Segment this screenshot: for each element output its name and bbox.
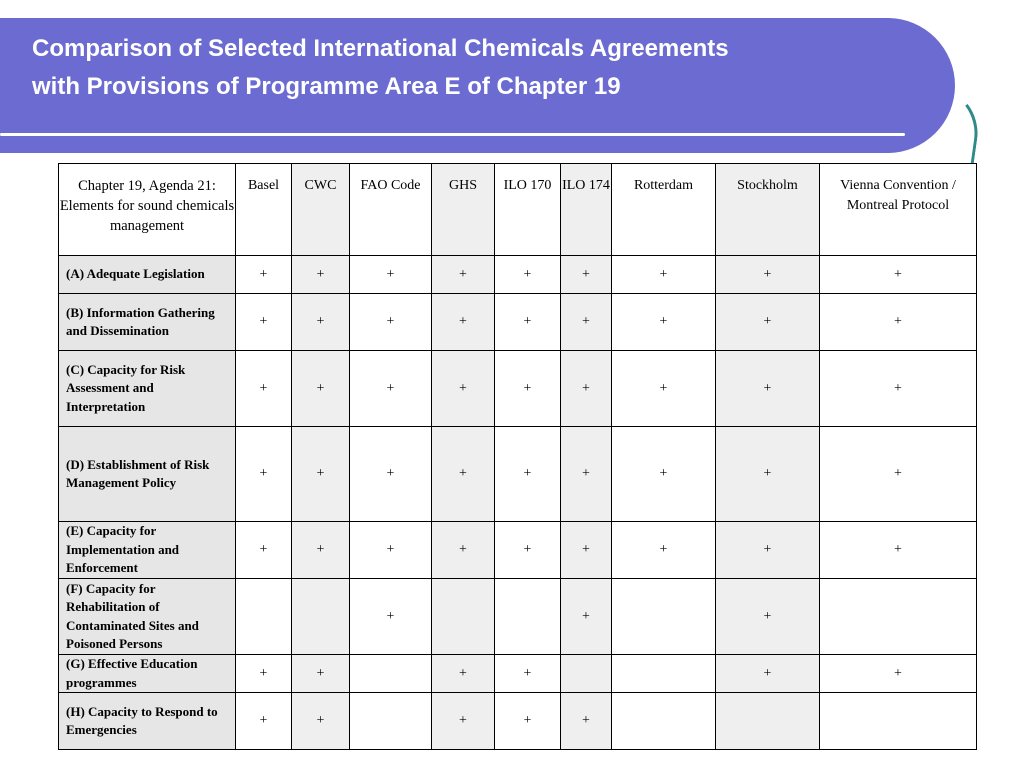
table-cell: +	[292, 351, 350, 427]
table-cell: +	[495, 693, 561, 750]
table-cell: +	[612, 427, 716, 522]
row-label: (A) Adequate Legislation	[59, 256, 236, 294]
table-cell: +	[820, 427, 977, 522]
table-cell: +	[716, 256, 820, 294]
title-underline	[0, 133, 905, 136]
column-header: ILO 174	[561, 164, 612, 256]
table-cell	[820, 693, 977, 750]
column-header: ILO 170	[495, 164, 561, 256]
column-header: FAO Code	[350, 164, 432, 256]
table-cell: +	[292, 256, 350, 294]
table-cell: +	[561, 294, 612, 351]
table-cell	[350, 655, 432, 693]
table-cell: +	[432, 522, 495, 579]
table-row	[59, 579, 977, 655]
table-cell: +	[495, 655, 561, 693]
table-cell: +	[350, 256, 432, 294]
table-cell: +	[350, 427, 432, 522]
table-cell	[561, 655, 612, 693]
table-cell	[716, 693, 820, 750]
table-cell: +	[716, 579, 820, 655]
header-row	[59, 164, 977, 256]
table-cell: +	[612, 522, 716, 579]
table-cell: +	[716, 351, 820, 427]
table-cell	[432, 579, 495, 655]
table-cell: +	[350, 579, 432, 655]
row-label: (G) Effective Education programmes	[59, 655, 236, 693]
table-row	[59, 351, 977, 427]
table-cell: +	[612, 351, 716, 427]
title-line-2: with Provisions of Programme Area E of Chapter 19	[32, 73, 621, 100]
table-row	[59, 256, 977, 294]
table-cell: +	[820, 522, 977, 579]
table-cell: +	[432, 693, 495, 750]
table-cell: +	[350, 351, 432, 427]
table-cell: +	[236, 351, 292, 427]
table-cell: +	[561, 351, 612, 427]
table-cell: +	[432, 351, 495, 427]
row-label: (F) Capacity for Rehabilitation of Contaminated Sites and Poisoned Persons	[59, 579, 236, 655]
table-cell: +	[820, 256, 977, 294]
column-header: Vienna Convention / Montreal Protocol	[820, 164, 977, 256]
table-cell: +	[292, 522, 350, 579]
table-cell	[350, 693, 432, 750]
table-cell: +	[236, 256, 292, 294]
table-row	[59, 522, 977, 579]
table-cell: +	[432, 427, 495, 522]
table-cell	[612, 655, 716, 693]
table-cell	[612, 579, 716, 655]
table-cell: +	[292, 427, 350, 522]
table-cell: +	[236, 294, 292, 351]
table-cell: +	[495, 294, 561, 351]
table-cell: +	[820, 294, 977, 351]
row-label: (B) Information Gathering and Dissemination	[59, 294, 236, 351]
table-cell: +	[432, 294, 495, 351]
table-cell: +	[561, 579, 612, 655]
table-cell: +	[495, 427, 561, 522]
table-cell: +	[495, 351, 561, 427]
table-cell: +	[561, 693, 612, 750]
column-header: GHS	[432, 164, 495, 256]
table-cell: +	[716, 294, 820, 351]
table-cell: +	[495, 522, 561, 579]
table-cell: +	[350, 522, 432, 579]
row-label: (D) Establishment of Risk Management Policy	[59, 427, 236, 522]
table-row	[59, 655, 977, 693]
table-cell: +	[350, 294, 432, 351]
table-cell: +	[236, 693, 292, 750]
decorative-arc	[925, 85, 984, 164]
table-cell	[292, 579, 350, 655]
table-cell: +	[236, 522, 292, 579]
table-cell: +	[820, 655, 977, 693]
column-header: Rotterdam	[612, 164, 716, 256]
table-cell	[495, 579, 561, 655]
table-row	[59, 427, 977, 522]
table-cell: +	[236, 427, 292, 522]
table-cell: +	[716, 522, 820, 579]
table-cell: +	[236, 655, 292, 693]
comparison-table	[58, 163, 977, 750]
table-cell: +	[561, 522, 612, 579]
table-cell: +	[561, 427, 612, 522]
table-cell: +	[292, 655, 350, 693]
row-label: (C) Capacity for Risk Assessment and Interpretation	[59, 351, 236, 427]
table-cell	[236, 579, 292, 655]
table-cell: +	[612, 294, 716, 351]
table-cell: +	[292, 294, 350, 351]
column-header: Basel	[236, 164, 292, 256]
row-label: (E) Capacity for Implementation and Enforcement	[59, 522, 236, 579]
table-cell: +	[495, 256, 561, 294]
title-line-1: Comparison of Selected International Chemicals Agreements	[32, 35, 729, 62]
table-cell: +	[820, 351, 977, 427]
corner-header: Chapter 19, Agenda 21: Elements for sound chemicals management	[59, 164, 236, 256]
table-row	[59, 693, 977, 750]
table-cell: +	[612, 256, 716, 294]
table-cell: +	[716, 427, 820, 522]
table-cell: +	[561, 256, 612, 294]
table-cell: +	[716, 655, 820, 693]
table-cell: +	[432, 655, 495, 693]
column-header: CWC	[292, 164, 350, 256]
table-cell: +	[292, 693, 350, 750]
table-row	[59, 294, 977, 351]
row-label: (H) Capacity to Respond to Emergencies	[59, 693, 236, 750]
table-cell: +	[432, 256, 495, 294]
table-cell	[612, 693, 716, 750]
column-header: Stockholm	[716, 164, 820, 256]
table-cell	[820, 579, 977, 655]
slide-title	[32, 30, 912, 106]
